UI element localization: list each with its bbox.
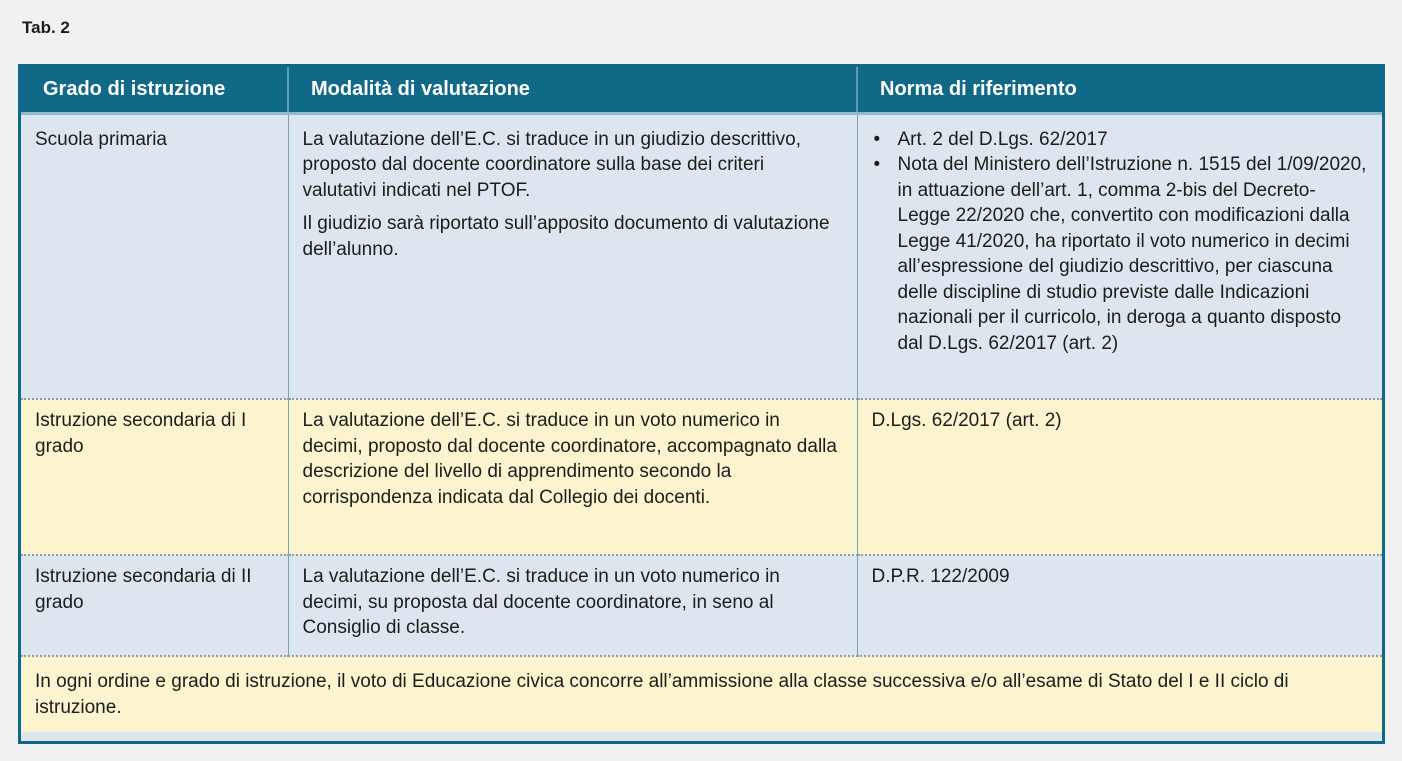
cell-grado: Istruzione secondaria di I grado bbox=[21, 399, 288, 555]
table-row-secondaria-secondo-grado bbox=[21, 555, 1382, 656]
cell-modalita: La valutazione dell’E.C. si traduce in un voto numerico in decimi, su proposta dal docente coordinatore, in seno al Consiglio di classe. bbox=[288, 555, 857, 656]
cell-modalita bbox=[288, 113, 857, 399]
cell-grado: Scuola primaria bbox=[21, 113, 288, 399]
norma-bullet-item: • Nota del Ministero dell’Istruzione n. 1515 del 1/09/2020, in attuazione dell’art. 1, comma 2-bis del Decreto-Legge 22/2020 che, convertito con modificazioni dalla Legge 41/2020, ha riportato il voto numerico in decimi all’espressione del giudizio descrittivo, per ciascuna delle discipline di studio previste dalle Indicazioni nazionali per il curricolo, in deroga a quanto disposto dal D.Lgs. 62/2017 (art. 2) bbox=[872, 152, 1369, 356]
norma-bullet-item: • Art. 2 del D.Lgs. 62/2017 bbox=[872, 127, 1369, 153]
header-grado: Grado di istruzione bbox=[21, 67, 288, 113]
cell-modalita: La valutazione dell’E.C. si traduce in un voto numerico in decimi, proposto dal docente coordinatore, accompagnato dalla descrizione del livello di apprendimento secondo la corrispondenza indicata dal Collegio dei docenti. bbox=[288, 399, 857, 555]
table-header bbox=[21, 67, 1382, 113]
table-row-secondaria-primo-grado bbox=[21, 399, 1382, 555]
header-norma: Norma di riferimento bbox=[857, 67, 1382, 113]
header-modalita: Modalità di valutazione bbox=[288, 67, 857, 113]
table-caption: Tab. 2 bbox=[22, 18, 70, 37]
cell-grado: Istruzione secondaria di II grado bbox=[21, 555, 288, 656]
cell-norma: D.P.R. 122/2009 bbox=[857, 555, 1382, 656]
footer-note: In ogni ordine e grado di istruzione, il voto di Educazione civica concorre all’ammissione alla classe successiva e/o all’esame di Stato del I e II ciclo di istruzione. bbox=[21, 656, 1382, 732]
norma-bullet-list bbox=[872, 127, 1369, 357]
evaluation-table bbox=[21, 67, 1382, 732]
table-footer-row bbox=[21, 656, 1382, 732]
evaluation-table-frame bbox=[18, 64, 1385, 744]
table-row-scuola-primaria bbox=[21, 113, 1382, 399]
cell-norma bbox=[857, 113, 1382, 399]
cell-norma: D.Lgs. 62/2017 (art. 2) bbox=[857, 399, 1382, 555]
modalita-paragraph: Il giudizio sarà riportato sull’apposito documento di valutazione dell’alunno. bbox=[302, 213, 830, 260]
modalita-paragraph: La valutazione dell’E.C. si traduce in un giudizio descrittivo, proposto dal docente coordinatore sulla base dei criteri valutativi indicati nel PTOF. bbox=[302, 128, 801, 201]
